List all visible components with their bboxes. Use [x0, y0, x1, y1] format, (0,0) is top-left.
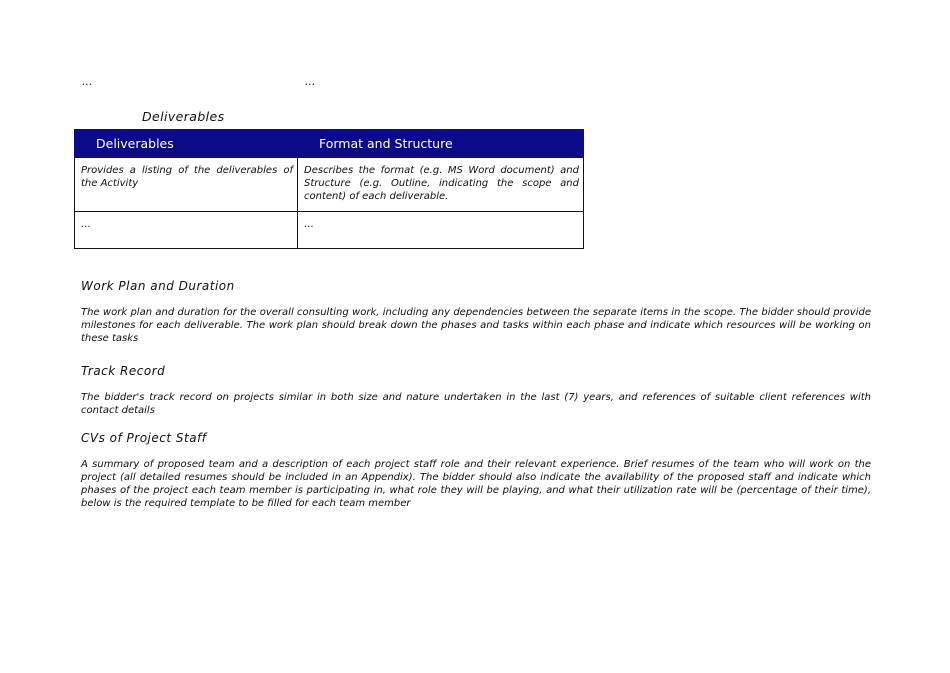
table-cell: … [298, 212, 584, 249]
table-row [75, 212, 584, 249]
section-heading-track-record: Track Record [81, 364, 166, 378]
table-header-deliverables: Deliverables [75, 130, 298, 158]
deliverables-table-caption: Deliverables [142, 109, 225, 124]
table-header-row [75, 130, 584, 158]
section-heading-work-plan: Work Plan and Duration [81, 279, 235, 293]
section-body-track-record: The bidder's track record on projects similar in both size and nature undertaken in the last (7) years, and references of suitable client references with contact details [81, 392, 871, 416]
section-body-work-plan: The work plan and duration for the overall consulting work, including any dependencies between the separate items in the scope. The bidder should provide milestones for each deliverable. The work plan should break down the phases and tasks within each phase and indicate which resources will be working on these tasks [81, 307, 871, 344]
deliverables-table [74, 129, 584, 249]
section-body-cvs: A summary of proposed team and a description of each project staff role and their relevant experience. Brief resumes of the team who will work on the project (all detailed resumes should be included in an Appendix). The bidder should also indicate the availability of the proposed staff and indicate which phases of the project each team member is participating in, what role they will be playing, and what their utilization rate will be (percentage of their time), below is the required template to be filled for each team member [81, 459, 871, 509]
top-ellipsis-left: … [82, 76, 94, 88]
table-header-format-structure: Format and Structure [298, 130, 584, 158]
table-cell: Describes the format (e.g. MS Word document) and Structure (e.g. Outline, indicating the scope and content) of each deliverable. [298, 158, 584, 212]
top-ellipsis-right: … [305, 76, 317, 88]
section-heading-cvs: CVs of Project Staff [81, 431, 207, 445]
table-cell: Provides a listing of the deliverables of the Activity [75, 158, 298, 212]
table-cell: … [75, 212, 298, 249]
table-row [75, 158, 584, 212]
